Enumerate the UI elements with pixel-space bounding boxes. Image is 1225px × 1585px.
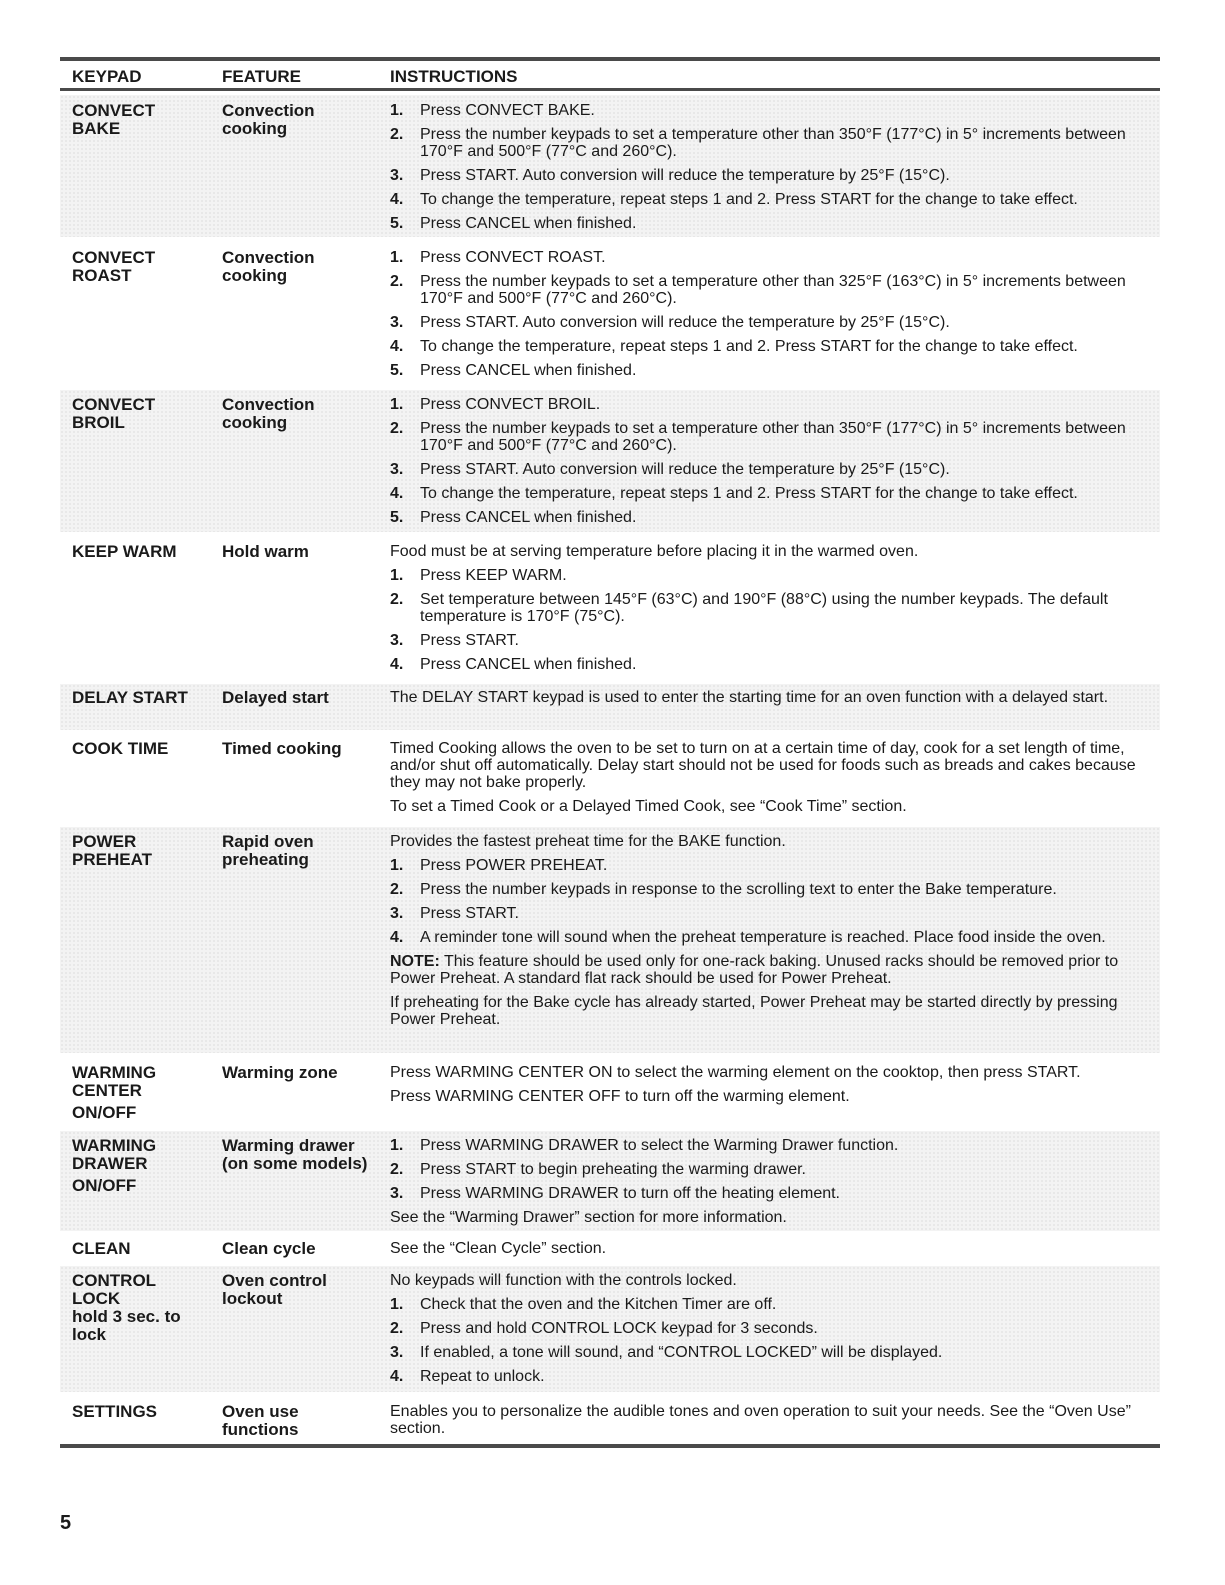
feature-cell xyxy=(222,833,382,869)
feature-cell xyxy=(222,1137,382,1173)
feature-label: Rapid oven xyxy=(222,832,314,851)
feature-label: cooking xyxy=(222,266,288,285)
keypad-cell xyxy=(72,396,212,432)
header-feature: FEATURE xyxy=(222,67,302,86)
bottom-rule xyxy=(60,1444,1160,1448)
instructions-cell xyxy=(390,1064,1150,1112)
feature-cell xyxy=(222,396,382,432)
instruction-text: Provides the fastest preheat time for the BAKE function. xyxy=(390,833,786,850)
feature-cell xyxy=(222,543,382,561)
keypad-label: lock xyxy=(72,1325,107,1344)
table-row xyxy=(60,538,1160,682)
instruction-text: Press WARMING CENTER OFF to turn off the warming element. xyxy=(390,1088,850,1105)
instruction-text: If preheating for the Bake cycle has already started, Power Preheat may be started directly by pressing Power Preheat. xyxy=(390,994,1118,1028)
table-row xyxy=(60,390,1160,532)
feature-label: lockout xyxy=(222,1289,283,1308)
feature-label: Oven use xyxy=(222,1402,299,1421)
step-item: 4. To change the temperature, repeat steps 1 and 2. Press START for the change to take effect. xyxy=(390,191,1078,208)
instruction-text: The DELAY START keypad is used to enter the starting time for an oven function with a delayed start. xyxy=(390,689,1109,706)
instruction-text: To set a Timed Cook or a Delayed Timed Cook, see “Cook Time” section. xyxy=(390,798,907,815)
step-item: 5. Press CANCEL when finished. xyxy=(390,362,637,379)
feature-label: Hold warm xyxy=(222,542,309,561)
table-row xyxy=(60,827,1160,1053)
keypad-label: PREHEAT xyxy=(72,850,152,869)
instruction-text: Press WARMING CENTER ON to select the warming element on the cooktop, then press START. xyxy=(390,1064,1081,1081)
instructions-cell xyxy=(390,1272,1150,1392)
instruction-text: No keypads will function with the controls locked. xyxy=(390,1272,737,1289)
step-item: 5. Press CANCEL when finished. xyxy=(390,215,637,232)
keypad-label: CENTER xyxy=(72,1081,142,1100)
instructions-cell xyxy=(390,396,1150,533)
feature-label: Warming drawer xyxy=(222,1136,355,1155)
keypad-label: DRAWER xyxy=(72,1154,148,1173)
step-item: 4. Repeat to unlock. xyxy=(390,1368,545,1385)
step-item: 3. If enabled, a tone will sound, and “CONTROL LOCKED” will be displayed. xyxy=(390,1344,943,1361)
instructions-cell xyxy=(390,833,1150,1035)
step-item: 4. To change the temperature, repeat steps 1 and 2. Press START for the change to take effect. xyxy=(390,485,1078,502)
table-row xyxy=(60,684,1160,730)
keypad-cell xyxy=(72,740,212,758)
feature-label: Convection xyxy=(222,248,315,267)
table-row xyxy=(60,243,1160,385)
note-text: NOTE: This feature should be used only for one-rack baking. Unused racks should be removed prior to Power Preheat. A standard flat rack should be used for Power Preheat. xyxy=(390,953,1119,987)
step-item: 3. Press START. xyxy=(390,632,519,649)
step-item: 1. Press WARMING DRAWER to select the Warming Drawer function. xyxy=(390,1137,899,1154)
keypad-label: BAKE xyxy=(72,119,121,138)
feature-label: preheating xyxy=(222,850,309,869)
table-row xyxy=(60,1131,1160,1231)
feature-label: Oven control xyxy=(222,1271,327,1290)
step-item: 3. Press START. Auto conversion will reduce the temperature by 25°F (15°C). xyxy=(390,461,950,478)
feature-label: cooking xyxy=(222,413,288,432)
keypad-cell xyxy=(72,1272,212,1344)
keypad-label: ROAST xyxy=(72,266,132,285)
feature-label: Convection xyxy=(222,101,315,120)
step-item: 2. Set temperature between 145°F (63°C) and 190°F (88°C) using the number keypads. The default temperature is 170°F (75°C). xyxy=(390,591,1108,625)
feature-label: cooking xyxy=(222,119,288,138)
step-item: 1. Press CONVECT BAKE. xyxy=(390,102,595,119)
keypad-label: CLEAN xyxy=(72,1239,131,1258)
instructions-cell xyxy=(390,543,1150,680)
keypad-cell xyxy=(72,102,212,138)
keypad-label: BROIL xyxy=(72,413,125,432)
feature-label: Timed cooking xyxy=(222,739,342,758)
header-instructions: INSTRUCTIONS xyxy=(390,67,518,86)
step-item: 2. Press the number keypads to set a temperature other than 350°F (177°C) in 5° increments between 170°F and 500°F (77°C and 260°C). xyxy=(390,420,1126,454)
instruction-text: See the “Clean Cycle” section. xyxy=(390,1240,607,1257)
step-item: 2. Press the number keypads to set a temperature other than 325°F (163°C) in 5° increments between 170°F and 500°F (77°C and 260°C). xyxy=(390,273,1126,307)
table-row xyxy=(60,95,1160,237)
keypad-label: CONTROL xyxy=(72,1271,157,1290)
keypad-cell xyxy=(72,543,212,561)
keypad-label: POWER xyxy=(72,832,137,851)
keypad-label: CONVECT xyxy=(72,395,156,414)
instructions-cell xyxy=(390,249,1150,386)
step-item: 2. Press START to begin preheating the warming drawer. xyxy=(390,1161,806,1178)
header-rule xyxy=(60,88,1160,91)
step-item: 3. Press WARMING DRAWER to turn off the heating element. xyxy=(390,1185,840,1202)
keypad-label: WARMING xyxy=(72,1136,157,1155)
table-row xyxy=(60,735,1160,823)
feature-label: functions xyxy=(222,1420,299,1439)
keypad-label: hold 3 sec. to xyxy=(72,1307,181,1326)
feature-label: Warming zone xyxy=(222,1063,338,1082)
keypad-label: KEEP WARM xyxy=(72,542,177,561)
keypad-label: SETTINGS xyxy=(72,1402,158,1421)
step-item: 2. Press and hold CONTROL LOCK keypad for 3 seconds. xyxy=(390,1320,818,1337)
keypad-label: WARMING xyxy=(72,1063,157,1082)
feature-cell xyxy=(222,689,382,707)
instructions-cell xyxy=(390,1240,1150,1264)
feature-cell xyxy=(222,1064,382,1082)
feature-label: (on some models) xyxy=(222,1154,368,1173)
feature-label: Delayed start xyxy=(222,688,329,707)
table-row xyxy=(60,1235,1160,1263)
keypad-label: LOCK xyxy=(72,1289,121,1308)
step-item: 3. Press START. Auto conversion will reduce the temperature by 25°F (15°C). xyxy=(390,314,950,331)
keypad-cell xyxy=(72,1240,212,1258)
instruction-text: Food must be at serving temperature before placing it in the warmed oven. xyxy=(390,543,919,560)
instruction-text: Enables you to personalize the audible tones and oven operation to suit your needs. See the “Oven Use” section. xyxy=(390,1403,1131,1437)
feature-label: Clean cycle xyxy=(222,1239,316,1258)
keypad-cell xyxy=(72,249,212,285)
step-item: 1. Press POWER PREHEAT. xyxy=(390,857,608,874)
instructions-cell xyxy=(390,102,1150,239)
step-item: 4. Press CANCEL when finished. xyxy=(390,656,637,673)
feature-cell xyxy=(222,102,382,138)
keypad-label: CONVECT xyxy=(72,101,156,120)
keypad-cell xyxy=(72,833,212,869)
keypad-cell xyxy=(72,689,212,707)
feature-cell xyxy=(222,1240,382,1258)
step-item: 2. Press the number keypads to set a temperature other than 350°F (177°C) in 5° increments between 170°F and 500°F (77°C and 260°C). xyxy=(390,126,1126,160)
keypad-label: COOK TIME xyxy=(72,739,169,758)
header-keypad: KEYPAD xyxy=(72,67,142,86)
table-row xyxy=(60,1398,1160,1442)
feature-label: Convection xyxy=(222,395,315,414)
keypad-label: DELAY START xyxy=(72,688,188,707)
instructions-cell xyxy=(390,1403,1150,1444)
keypad-label: CONVECT xyxy=(72,248,156,267)
step-item: 3. Press START. Auto conversion will reduce the temperature by 25°F (15°C). xyxy=(390,167,950,184)
step-item: 2. Press the number keypads in response to the scrolling text to enter the Bake temperature. xyxy=(390,881,1057,898)
instruction-text: See the “Warming Drawer” section for more information. xyxy=(390,1209,787,1226)
instructions-cell xyxy=(390,740,1150,822)
step-item: 4. A reminder tone will sound when the preheat temperature is reached. Place food inside the oven. xyxy=(390,929,1106,946)
feature-cell xyxy=(222,740,382,758)
keypad-cell xyxy=(72,1064,212,1122)
instructions-cell xyxy=(390,689,1150,713)
feature-cell xyxy=(222,1403,382,1439)
step-item: 3. Press START. xyxy=(390,905,519,922)
step-item: 1. Press KEEP WARM. xyxy=(390,567,567,584)
keypad-cell xyxy=(72,1137,212,1195)
feature-cell xyxy=(222,249,382,285)
step-item: 1. Press CONVECT BROIL. xyxy=(390,396,601,413)
instruction-text: Timed Cooking allows the oven to be set to turn on at a certain time of day, cook for a set length of time, and/or shut off automatically. Delay start should not be used for foods such as breads and cakes because they may not bake properly. xyxy=(390,740,1136,791)
top-rule xyxy=(60,57,1160,61)
step-item: 5. Press CANCEL when finished. xyxy=(390,509,637,526)
page-number: 5 xyxy=(60,1512,72,1534)
table-row xyxy=(60,1058,1160,1128)
keypad-label: ON/OFF xyxy=(72,1176,137,1195)
table-row xyxy=(60,1266,1160,1392)
step-item: 4. To change the temperature, repeat steps 1 and 2. Press START for the change to take effect. xyxy=(390,338,1078,355)
keypad-label: ON/OFF xyxy=(72,1103,137,1122)
step-item: 1. Press CONVECT ROAST. xyxy=(390,249,606,266)
instructions-cell xyxy=(390,1137,1150,1233)
step-item: 1. Check that the oven and the Kitchen Timer are off. xyxy=(390,1296,777,1313)
feature-cell xyxy=(222,1272,382,1308)
keypad-cell xyxy=(72,1403,212,1421)
